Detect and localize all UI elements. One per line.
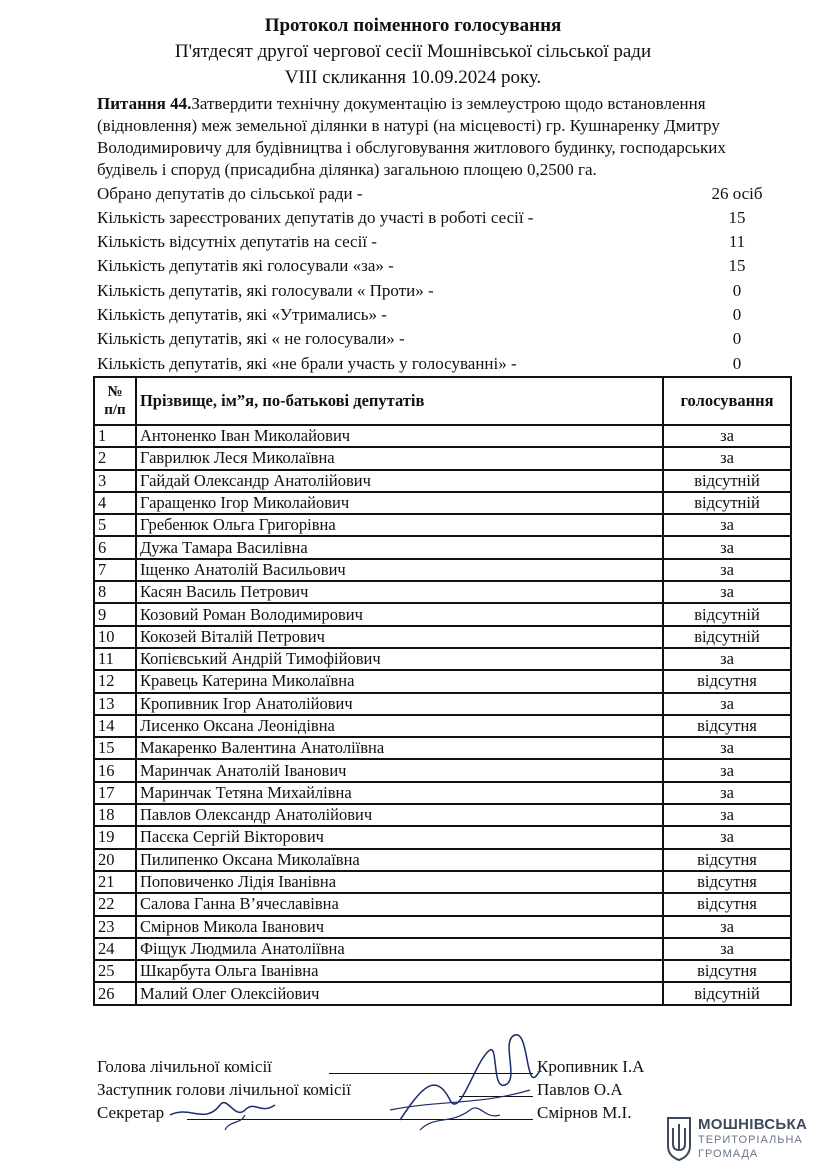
table-row xyxy=(94,737,791,759)
table-row xyxy=(94,782,791,804)
table-row xyxy=(94,938,791,960)
session-line: П'ятдесят другої чергової сесії Мошнівської сільської ради xyxy=(174,41,652,62)
cell-number: 1 xyxy=(94,425,136,447)
cell-vote: відсутня xyxy=(663,893,791,915)
signature-role: Заступник голови лічильної комісії xyxy=(97,1080,352,1099)
cell-number: 26 xyxy=(94,982,136,1004)
cell-deputy-name: Малий Олег Олексійович xyxy=(136,982,663,1004)
cell-vote: відсутня xyxy=(663,849,791,871)
cell-deputy-name: Маринчак Тетяна Михайлівна xyxy=(136,782,663,804)
cell-number: 18 xyxy=(94,804,136,826)
table-row xyxy=(94,960,791,982)
table-row xyxy=(94,893,791,915)
cell-vote: за xyxy=(663,648,791,670)
cell-deputy-name: Дужа Тамара Василівна xyxy=(136,536,663,558)
table-row xyxy=(94,916,791,938)
cell-vote: відсутній xyxy=(663,603,791,625)
table-row xyxy=(94,536,791,558)
cell-number: 14 xyxy=(94,715,136,737)
cell-deputy-name: Маринчак Анатолій Іванович xyxy=(136,759,663,781)
stat-row xyxy=(97,303,777,327)
document-title: Протокол поіменного голосування xyxy=(264,15,562,36)
cell-vote: відсутній xyxy=(663,626,791,648)
table-row xyxy=(94,626,791,648)
stat-value: 15 xyxy=(728,208,746,227)
cell-vote: за xyxy=(663,581,791,603)
cell-number: 9 xyxy=(94,603,136,625)
stat-row xyxy=(97,254,777,278)
cell-number: 23 xyxy=(94,916,136,938)
votes-table xyxy=(93,376,792,1006)
logo-line-3: ГРОМАДА xyxy=(698,1148,759,1160)
stat-value: 26 осіб xyxy=(711,184,763,203)
cell-number: 21 xyxy=(94,871,136,893)
cell-deputy-name: Шкарбута Ольга Іванівна xyxy=(136,960,663,982)
cell-vote: за xyxy=(663,425,791,447)
cell-deputy-name: Козовий Роман Володимирович xyxy=(136,603,663,625)
stat-row xyxy=(97,206,777,230)
stat-row xyxy=(97,352,777,376)
cell-number: 22 xyxy=(94,893,136,915)
signature-line xyxy=(187,1102,533,1120)
cell-vote: за xyxy=(663,916,791,938)
signatory-name: Павлов О.А xyxy=(537,1080,623,1099)
cell-vote: відсутня xyxy=(663,670,791,692)
signature-row xyxy=(97,1079,657,1101)
cell-number: 16 xyxy=(94,759,136,781)
cell-vote: відсутня xyxy=(663,960,791,982)
cell-number: 13 xyxy=(94,693,136,715)
cell-deputy-name: Гаврилюк Леся Миколаївна xyxy=(136,447,663,469)
cell-deputy-name: Поповиченко Лідія Іванівна xyxy=(136,871,663,893)
stat-label: Кількість депутатів які голосували «за» - xyxy=(97,256,394,275)
cell-deputy-name: Гаращенко Ігор Миколайович xyxy=(136,492,663,514)
cell-deputy-name: Гребенюк Ольга Григорівна xyxy=(136,514,663,536)
cell-vote: за xyxy=(663,514,791,536)
community-logo xyxy=(666,1116,816,1164)
cell-deputy-name: Павлов Олександр Анатолійович xyxy=(136,804,663,826)
cell-number: 6 xyxy=(94,536,136,558)
question-label: Питання 44. xyxy=(97,94,192,113)
cell-vote: за xyxy=(663,693,791,715)
stat-value: 0 xyxy=(732,354,742,373)
signature-line xyxy=(329,1056,533,1074)
stat-row xyxy=(97,182,777,206)
table-row xyxy=(94,492,791,514)
cell-vote: за xyxy=(663,447,791,469)
cell-number: 11 xyxy=(94,648,136,670)
cell-vote: за xyxy=(663,759,791,781)
table-row xyxy=(94,470,791,492)
table-row xyxy=(94,849,791,871)
trident-coat-of-arms-icon xyxy=(666,1116,692,1162)
stat-value: 11 xyxy=(728,232,746,251)
cell-vote: за xyxy=(663,737,791,759)
cell-number: 25 xyxy=(94,960,136,982)
cell-vote: за xyxy=(663,804,791,826)
cell-deputy-name: Пилипенко Оксана Миколаївна xyxy=(136,849,663,871)
table-row xyxy=(94,425,791,447)
cell-deputy-name: Макаренко Валентина Анатоліївна xyxy=(136,737,663,759)
col-header-vote: голосування xyxy=(663,377,791,425)
table-row xyxy=(94,982,791,1004)
signatory-name: Смірнов М.І. xyxy=(537,1103,632,1122)
signatory-name: Кропивник І.А xyxy=(537,1057,645,1076)
cell-vote: за xyxy=(663,782,791,804)
table-row xyxy=(94,693,791,715)
cell-vote: відсутній xyxy=(663,982,791,1004)
cell-number: 12 xyxy=(94,670,136,692)
table-row xyxy=(94,447,791,469)
signature-role: Голова лічильної комісії xyxy=(97,1057,272,1076)
cell-deputy-name: Салова Ганна В’ячеславівна xyxy=(136,893,663,915)
cell-vote: за xyxy=(663,536,791,558)
question-text: Затвердити технічну документацію із землеустрою щодо встановлення (відновлення) меж земельної ділянки в натурі (на місцевості) гр. Кушнаренку Дмитру Володимировичу для будівництва і обслуговування житлового будинку, господарських будівель і споруд (присадибна ділянка) загальною площею 0,2500 га. xyxy=(97,94,726,179)
table-row xyxy=(94,603,791,625)
cell-deputy-name: Пасєка Сергій Вікторович xyxy=(136,826,663,848)
cell-number: 2 xyxy=(94,447,136,469)
cell-deputy-name: Іщенко Анатолій Васильович xyxy=(136,559,663,581)
stat-row xyxy=(97,230,777,254)
table-row xyxy=(94,826,791,848)
cell-deputy-name: Кропивник Ігор Анатолійович xyxy=(136,693,663,715)
cell-deputy-name: Гайдай Олександр Анатолійович xyxy=(136,470,663,492)
signature-line xyxy=(459,1079,533,1097)
col-header-number: № п/п xyxy=(94,377,136,425)
table-row xyxy=(94,670,791,692)
col-header-name: Прізвище, ім”я, по-батькові депутатів xyxy=(136,377,663,425)
stat-label: Кількість депутатів, які «не брали участь у голосуванні» - xyxy=(97,354,517,373)
cell-deputy-name: Лисенко Оксана Леонідівна xyxy=(136,715,663,737)
cell-deputy-name: Копієвський Андрій Тимофійович xyxy=(136,648,663,670)
cell-vote: відсутня xyxy=(663,871,791,893)
signature-role: Секретар xyxy=(97,1103,165,1122)
logo-line-1: МОШНІВСЬКА xyxy=(698,1116,808,1133)
cell-vote: відсутня xyxy=(663,715,791,737)
signature-row xyxy=(97,1056,657,1078)
cell-vote: відсутній xyxy=(663,470,791,492)
table-row xyxy=(94,871,791,893)
cell-number: 20 xyxy=(94,849,136,871)
cell-number: 7 xyxy=(94,559,136,581)
cell-number: 8 xyxy=(94,581,136,603)
table-row xyxy=(94,581,791,603)
cell-vote: за xyxy=(663,826,791,848)
cell-vote: за xyxy=(663,938,791,960)
stat-label: Кількість відсутніх депутатів на сесії - xyxy=(97,232,377,251)
cell-number: 17 xyxy=(94,782,136,804)
stat-row xyxy=(97,279,777,303)
cell-number: 3 xyxy=(94,470,136,492)
table-row xyxy=(94,559,791,581)
signature-row xyxy=(97,1102,657,1124)
table-row xyxy=(94,514,791,536)
stat-label: Кількість депутатів, які « не голосували» - xyxy=(97,329,405,348)
cell-deputy-name: Фіщук Людмила Анатоліївна xyxy=(136,938,663,960)
table-row xyxy=(94,648,791,670)
cell-deputy-name: Касян Василь Петрович xyxy=(136,581,663,603)
cell-number: 15 xyxy=(94,737,136,759)
stat-value: 0 xyxy=(732,281,742,300)
stat-label: Кількість зареєстрованих депутатів до участі в роботі сесії - xyxy=(97,208,534,227)
stat-label: Обрано депутатів до сільської ради - xyxy=(97,184,363,203)
table-row xyxy=(94,715,791,737)
cell-number: 24 xyxy=(94,938,136,960)
question-block xyxy=(97,93,787,181)
cell-number: 19 xyxy=(94,826,136,848)
stat-value: 0 xyxy=(732,329,742,348)
cell-vote: відсутній xyxy=(663,492,791,514)
cell-number: 4 xyxy=(94,492,136,514)
logo-line-2: ТЕРИТОРІАЛЬНА xyxy=(698,1134,803,1146)
stat-row xyxy=(97,327,777,351)
convocation-date-line: VIII скликання 10.09.2024 року. xyxy=(284,67,542,88)
cell-deputy-name: Кокозей Віталій Петрович xyxy=(136,626,663,648)
stat-value: 0 xyxy=(732,305,742,324)
cell-deputy-name: Смірнов Микола Іванович xyxy=(136,916,663,938)
table-row xyxy=(94,804,791,826)
cell-number: 5 xyxy=(94,514,136,536)
stat-value: 15 xyxy=(728,256,746,275)
cell-vote: за xyxy=(663,559,791,581)
cell-deputy-name: Кравець Катерина Миколаївна xyxy=(136,670,663,692)
cell-deputy-name: Антоненко Іван Миколайович xyxy=(136,425,663,447)
stat-label: Кількість депутатів, які «Утримались» - xyxy=(97,305,387,324)
table-header-row xyxy=(94,377,791,425)
stat-label: Кількість депутатів, які голосували « Проти» - xyxy=(97,281,434,300)
cell-number: 10 xyxy=(94,626,136,648)
table-row xyxy=(94,759,791,781)
